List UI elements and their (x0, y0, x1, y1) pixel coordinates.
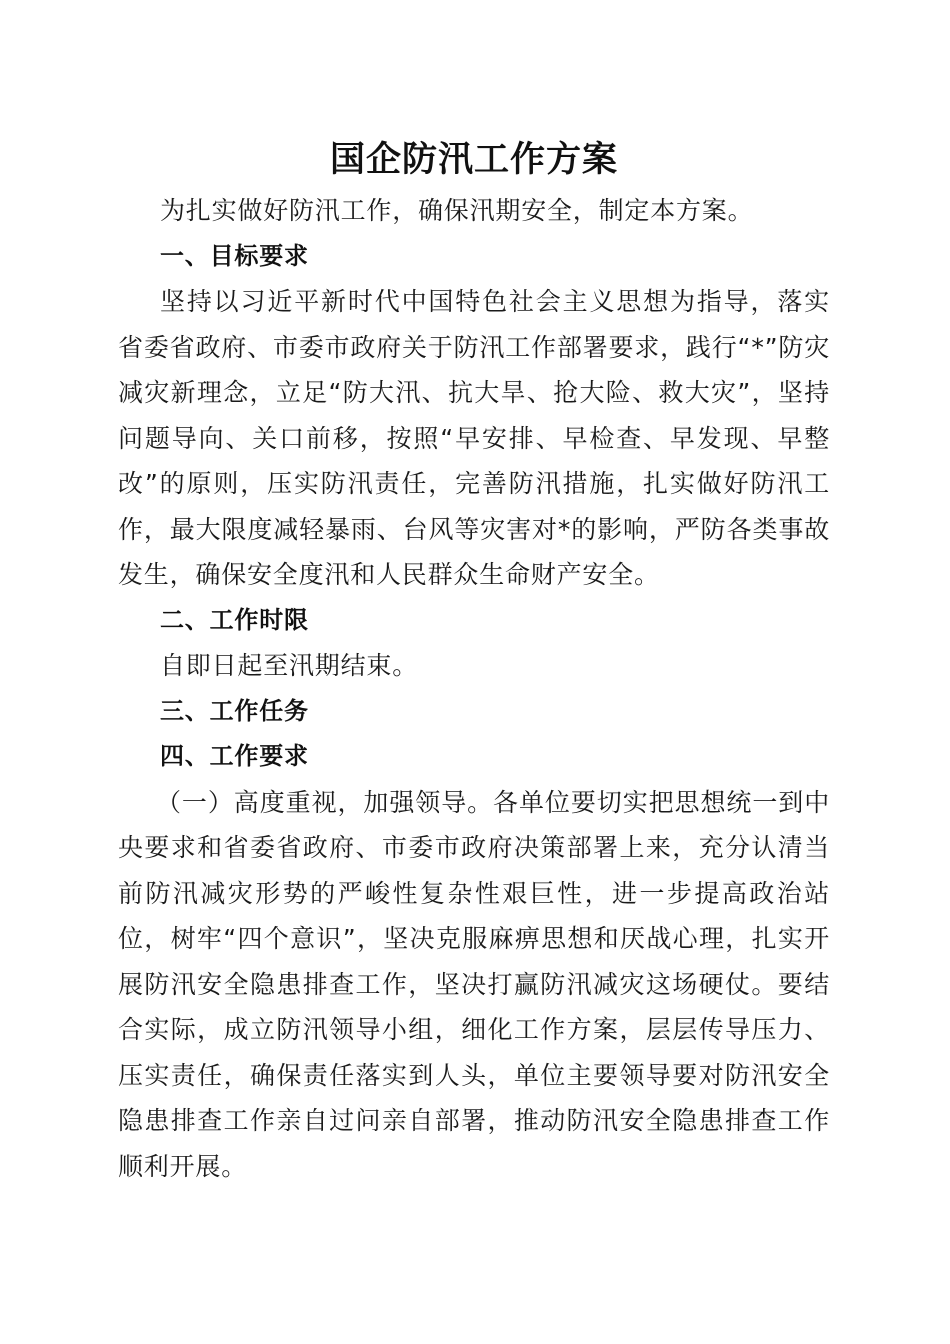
section-heading-requirements: 四、工作要求 (160, 742, 309, 770)
intro-paragraph: 为扎实做好防汛工作，确保汛期安全，制定本方案。 (160, 196, 754, 225)
document-title: 国企防汛工作方案 (329, 139, 618, 180)
section-heading-tasks: 三、工作任务 (160, 696, 309, 725)
section-body-goals: 坚持以习近平新时代中国特色社会主义思想为指导，落实省委省政府、市委市政府关于防汛工作部署要求，践行“*”防灾减灾新理念，立足“防大汛、抗大旱、抢大险、救大灾”，坚持问题导向、关口前移，按照“早安排、早检查、早发现、早整改”的原则，压实防汛责任，完善防汛措施，扎实做好防汛工作，最大限度减轻暴雨、台风等灾害对*的影响，严防各类事故发生，确保安全度汛和人民群众生命财产安全。 (118, 287, 830, 589)
section-body-time-limit: 自即日起至汛期结束。 (160, 651, 419, 680)
section-heading-time-limit: 二、工作时限 (160, 605, 309, 634)
document-body (118, 130, 830, 1189)
section-body-requirements: （一）高度重视，加强领导。各单位要切实把思想统一到中央要求和省委省政府、市委市政府决策部署上来，充分认清当前防汛减灾形势的严峻性复杂性艰巨性，进一步提高政治站位，树牢“四个意识”，坚决克服麻痹思想和厌战心理，扎实开展防汛安全隐患排查工作，坚决打赢防汛减灾这场硬仗。要结合实际，成立防汛领导小组，细化工作方案，层层传导压力、压实责任，确保责任落实到人头，单位主要领导要对防汛安全隐患排查工作亲自过问亲自部署，推动防汛安全隐患排查工作顺利开展。 (118, 787, 830, 1181)
section-heading-goals: 一、目标要求 (160, 241, 309, 270)
